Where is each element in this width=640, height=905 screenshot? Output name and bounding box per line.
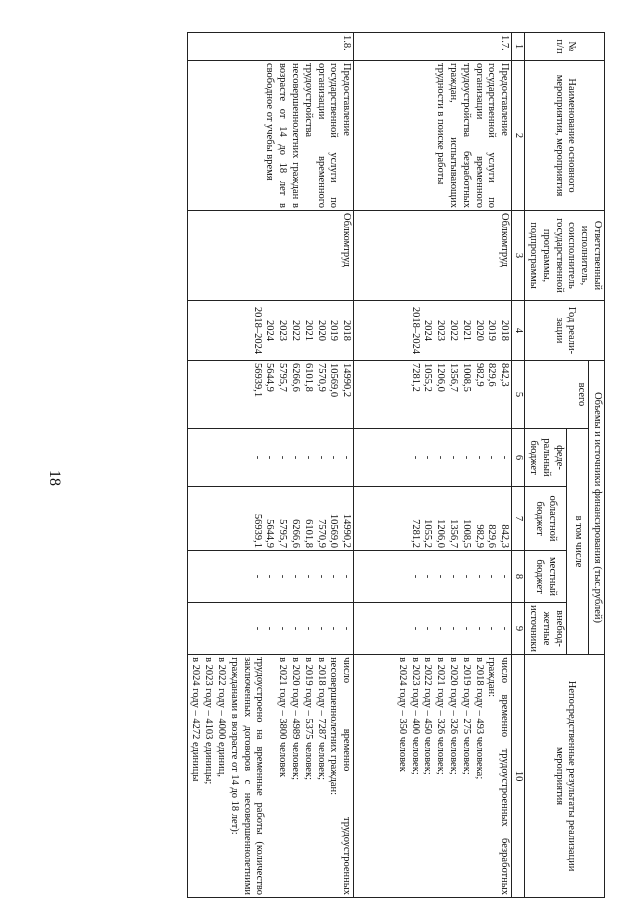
header-local: местный бюджет — [525, 551, 566, 603]
total-value: 6101,8 — [302, 363, 314, 392]
local-value: - — [302, 574, 314, 579]
extrabudget-value: - — [277, 626, 289, 631]
local-value: - — [409, 574, 421, 579]
result-line: в 2022 году – 450 человек; — [422, 657, 434, 775]
local-value: - — [341, 574, 353, 579]
regional-value: 6101,8 — [302, 519, 314, 548]
regional-cell — [187, 487, 354, 551]
federal-value: - — [277, 455, 289, 460]
federal-value: - — [302, 455, 314, 460]
federal-value: - — [448, 455, 460, 460]
local-value: - — [499, 574, 511, 579]
column-number: 8 — [512, 551, 525, 603]
federal-value: - — [499, 455, 511, 460]
year-value: 2024 — [264, 320, 276, 341]
extrabudget-cell — [354, 603, 512, 655]
federal-cell — [187, 429, 354, 487]
local-value: - — [251, 574, 263, 579]
federal-value: - — [473, 455, 485, 460]
column-number: 3 — [512, 211, 525, 301]
measure-name: Предоставление государственной услуги по организации временного трудоустройства несовершеннолетних граждан в возрасте от 14 до 18 лет в свободное от учебы время — [187, 61, 354, 211]
header-funding-group: Объемы и источники финансирования (тыс.рублей) — [589, 361, 605, 655]
extrabudget-value: - — [264, 626, 276, 631]
extrabudget-value: - — [290, 626, 302, 631]
result-line: число временно трудоустроенных безработных граждан: — [486, 657, 511, 896]
total-value: 5644,9 — [264, 363, 276, 392]
federal-value: - — [264, 455, 276, 460]
local-value: - — [435, 574, 447, 579]
row-number: 1.7. — [354, 33, 512, 61]
local-value: - — [473, 574, 485, 579]
regional-value: 6266,6 — [290, 519, 302, 548]
year-value: 2023 — [277, 320, 289, 341]
table-row — [187, 33, 354, 898]
federal-value: - — [409, 455, 421, 460]
total-value: 56939,1 — [251, 363, 263, 398]
year-value: 2022 — [290, 320, 302, 341]
year-value: 2019 — [486, 320, 498, 341]
header-extrabudget: внебюд-жетные источники — [525, 603, 566, 655]
total-value: 1356,7 — [448, 363, 460, 392]
federal-value: - — [328, 455, 340, 460]
years-cell — [354, 301, 512, 361]
total-value: 6266,6 — [290, 363, 302, 392]
total-value: 14990,2 — [341, 363, 353, 398]
result-line: в 2023 году – 400 человек; — [409, 657, 421, 775]
year-value: 2018–2024 — [251, 306, 263, 355]
federal-value: - — [422, 455, 434, 460]
header-total: всего — [525, 361, 589, 429]
regional-value: 842,3 — [499, 524, 511, 548]
result-line: в 2018 году – 493 человека; — [473, 657, 485, 780]
years-cell — [187, 301, 354, 361]
column-number: 4 — [512, 301, 525, 361]
regional-value: 982,9 — [473, 524, 485, 548]
total-value: 10569,0 — [328, 363, 340, 398]
rotated-table-container — [185, 32, 605, 897]
regional-value: 1206,0 — [435, 519, 447, 548]
local-value: - — [277, 574, 289, 579]
result-spacer — [265, 657, 275, 895]
federal-value: - — [435, 455, 447, 460]
local-value: - — [486, 574, 498, 579]
federal-cell — [354, 429, 512, 487]
year-value: 2023 — [435, 320, 447, 341]
total-value: 842,3 — [499, 363, 511, 387]
year-value: 2019 — [328, 320, 340, 341]
header-federal: феде-ральный бюджет — [525, 429, 566, 487]
federal-value: - — [460, 455, 472, 460]
extrabudget-value: - — [302, 626, 314, 631]
regional-value: 56939,1 — [251, 513, 263, 548]
result-line: в 2020 году – 326 человек; — [448, 657, 460, 775]
column-number: 1 — [512, 33, 525, 61]
local-value: - — [422, 574, 434, 579]
regional-value: 1008,5 — [460, 519, 472, 548]
local-cell — [354, 551, 512, 603]
regional-value: 5644,9 — [264, 519, 276, 548]
local-value: - — [290, 574, 302, 579]
federal-value: - — [290, 455, 302, 460]
header-number: № п/п — [525, 33, 605, 61]
regional-value: 5795,7 — [277, 519, 289, 548]
federal-value: - — [251, 455, 263, 460]
year-value: 2024 — [422, 320, 434, 341]
total-cell — [354, 361, 512, 429]
local-value: - — [448, 574, 460, 579]
result-line: в 2023 году – 4103 единицы; — [203, 657, 215, 785]
local-value: - — [315, 574, 327, 579]
extrabudget-value: - — [435, 626, 447, 631]
year-value: 2018 — [341, 320, 353, 341]
result-line: трудоустроено на временные работы (количество заключенных договоров с несовершеннолетними гражданами в возрасте от 14 до 18 лет): — [228, 657, 266, 896]
total-value: 1008,5 — [460, 363, 472, 392]
total-value: 5795,7 — [277, 363, 289, 392]
result-line: в 2024 году – 4272 единицы — [190, 657, 202, 782]
federal-value: - — [341, 455, 353, 460]
page-number: 18 — [46, 470, 63, 486]
local-value: - — [264, 574, 276, 579]
column-number: 2 — [512, 61, 525, 211]
result-line: в 2020 году – 4989 человек; — [290, 657, 302, 780]
regional-value: 1356,7 — [448, 519, 460, 548]
header-regional: областной бюджет — [525, 487, 566, 551]
local-value: - — [328, 574, 340, 579]
result-line: в 2024 году – 350 человек — [396, 657, 408, 772]
result-line: в 2022 году – 4000 единиц, — [216, 657, 228, 777]
column-number: 5 — [512, 361, 525, 429]
table-row — [354, 33, 512, 898]
regional-value: 7281,2 — [409, 519, 421, 548]
extrabudget-value: - — [409, 626, 421, 631]
extrabudget-value: - — [328, 626, 340, 631]
year-value: 2021 — [460, 320, 472, 341]
column-number: 7 — [512, 487, 525, 551]
header-results: Непосредственные результаты реализации мероприятия — [525, 655, 605, 898]
total-value: 1055,2 — [422, 363, 434, 392]
column-number: 10 — [512, 655, 525, 898]
measure-name: Предоставление государственной услуги по организации временного трудоустройства безработных граждан, испытывающих трудности в поиске работы — [354, 61, 512, 211]
regional-value: 1055,2 — [422, 519, 434, 548]
header-including: в том числе — [566, 429, 589, 655]
total-value: 1206,0 — [435, 363, 447, 392]
extrabudget-cell — [187, 603, 354, 655]
extrabudget-value: - — [251, 626, 263, 631]
extrabudget-value: - — [460, 626, 472, 631]
year-value: 2018 — [499, 320, 511, 341]
total-cell — [187, 361, 354, 429]
result-line: в 2021 году – 3800 человек — [277, 657, 289, 778]
regional-value: 14990,2 — [341, 513, 353, 548]
result-line: число временно трудоустроенных несовершеннолетних граждан: — [328, 657, 353, 896]
extrabudget-value: - — [448, 626, 460, 631]
result-line: в 2018 году – 7287 человек; — [315, 657, 327, 780]
column-number: 9 — [512, 603, 525, 655]
header-name: Наименование основного мероприятия, мероприятия — [525, 61, 605, 211]
regional-value: 7570,9 — [315, 519, 327, 548]
column-number: 6 — [512, 429, 525, 487]
total-value: 829,6 — [486, 363, 498, 387]
total-value: 7570,9 — [315, 363, 327, 392]
extrabudget-value: - — [499, 626, 511, 631]
federal-value: - — [315, 455, 327, 460]
total-value: 7281,2 — [409, 363, 421, 392]
regional-cell — [354, 487, 512, 551]
extrabudget-value: - — [315, 626, 327, 631]
year-value: 2021 — [302, 320, 314, 341]
header-executor: Ответственный исполнитель, соисполнитель государственной программы, подпрограммы — [525, 211, 605, 301]
year-value: 2022 — [448, 320, 460, 341]
local-value: - — [460, 574, 472, 579]
column-number-row — [512, 33, 525, 898]
extrabudget-value: - — [486, 626, 498, 631]
extrabudget-value: - — [341, 626, 353, 631]
regional-value: 829,6 — [486, 524, 498, 548]
year-value: 2020 — [315, 320, 327, 341]
result-line: в 2021 году – 326 человек; — [435, 657, 447, 775]
executor: Облкомтруд — [354, 211, 512, 301]
header-year: Год реали-зации — [525, 301, 605, 361]
year-value: 2020 — [473, 320, 485, 341]
results-cell — [187, 655, 354, 898]
regional-value: 10569,0 — [328, 513, 340, 548]
year-value: 2018–2024 — [409, 306, 421, 355]
results-cell — [354, 655, 512, 898]
extrabudget-value: - — [422, 626, 434, 631]
extrabudget-value: - — [473, 626, 485, 631]
executor: Облкомтруд — [187, 211, 354, 301]
total-value: 982,9 — [473, 363, 485, 387]
federal-value: - — [486, 455, 498, 460]
result-line: в 2019 году – 5375 человек; — [302, 657, 314, 780]
funding-table — [187, 32, 605, 898]
local-cell — [187, 551, 354, 603]
row-number: 1.8. — [187, 33, 354, 61]
result-line: в 2019 году – 275 человек; — [460, 657, 472, 775]
